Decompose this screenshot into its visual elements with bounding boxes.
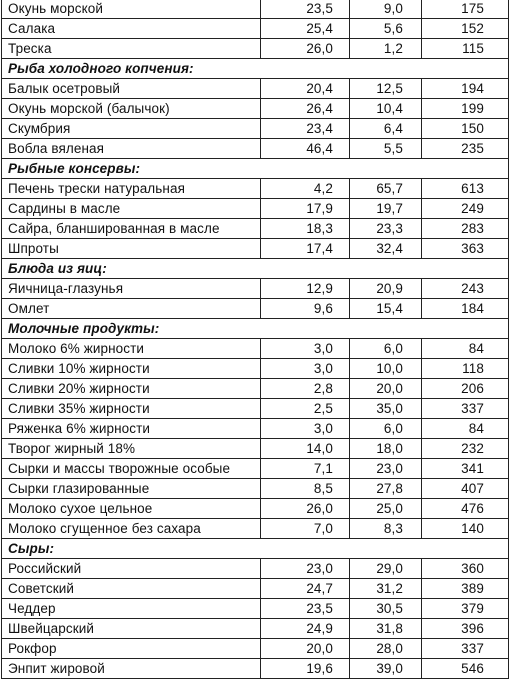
protein-cell: 3,0 xyxy=(261,339,350,359)
calories-cell: 613 xyxy=(422,179,509,199)
calories-cell: 341 xyxy=(422,459,509,479)
calories-cell: 175 xyxy=(422,0,509,19)
table-row xyxy=(2,519,509,539)
table-body xyxy=(2,0,509,679)
fat-cell: 20,0 xyxy=(350,379,422,399)
table-row xyxy=(2,299,509,319)
calories-cell: 396 xyxy=(422,619,509,639)
food-name-cell: Печень трески натуральная xyxy=(2,179,261,199)
fat-cell: 32,4 xyxy=(350,239,422,259)
protein-cell: 7,1 xyxy=(261,459,350,479)
table-row xyxy=(2,499,509,519)
calories-cell: 199 xyxy=(422,99,509,119)
table-row xyxy=(2,0,509,19)
protein-cell: 18,3 xyxy=(261,219,350,239)
food-name-cell: Рокфор xyxy=(2,639,261,659)
food-name-cell: Сливки 35% жирности xyxy=(2,399,261,419)
calories-cell: 337 xyxy=(422,639,509,659)
table-row xyxy=(2,179,509,199)
fat-cell: 9,0 xyxy=(350,0,422,19)
section-title: Рыбные консервы: xyxy=(2,159,509,179)
table-row xyxy=(2,359,509,379)
calories-cell: 337 xyxy=(422,399,509,419)
table-row xyxy=(2,459,509,479)
fat-cell: 8,3 xyxy=(350,519,422,539)
food-name-cell: Омлет xyxy=(2,299,261,319)
food-name-cell: Сайра, бланшированная в масле xyxy=(2,219,261,239)
protein-cell: 23,4 xyxy=(261,119,350,139)
protein-cell: 20,0 xyxy=(261,639,350,659)
protein-cell: 9,6 xyxy=(261,299,350,319)
calories-cell: 194 xyxy=(422,79,509,99)
table-row xyxy=(2,339,509,359)
protein-cell: 7,0 xyxy=(261,519,350,539)
table-row xyxy=(2,379,509,399)
protein-cell: 3,0 xyxy=(261,359,350,379)
food-name-cell: Вобла вяленая xyxy=(2,139,261,159)
calories-cell: 476 xyxy=(422,499,509,519)
fat-cell: 6,0 xyxy=(350,339,422,359)
table-row xyxy=(2,419,509,439)
fat-cell: 1,2 xyxy=(350,39,422,59)
fat-cell: 35,0 xyxy=(350,399,422,419)
food-name-cell: Советский xyxy=(2,579,261,599)
table-row xyxy=(2,239,509,259)
fat-cell: 6,4 xyxy=(350,119,422,139)
table-row xyxy=(2,559,509,579)
section-header-row xyxy=(2,159,509,179)
food-name-cell: Ряженка 6% жирности xyxy=(2,419,261,439)
protein-cell: 12,9 xyxy=(261,279,350,299)
section-header-row xyxy=(2,259,509,279)
protein-cell: 25,4 xyxy=(261,19,350,39)
fat-cell: 19,7 xyxy=(350,199,422,219)
food-name-cell: Балык осетровый xyxy=(2,79,261,99)
calories-cell: 546 xyxy=(422,659,509,679)
calories-cell: 184 xyxy=(422,299,509,319)
table-row xyxy=(2,139,509,159)
food-name-cell: Сардины в масле xyxy=(2,199,261,219)
protein-cell: 2,8 xyxy=(261,379,350,399)
protein-cell: 2,5 xyxy=(261,399,350,419)
protein-cell: 24,9 xyxy=(261,619,350,639)
food-name-cell: Энпит жировой xyxy=(2,659,261,679)
fat-cell: 5,5 xyxy=(350,139,422,159)
food-name-cell: Швейцарский xyxy=(2,619,261,639)
table-row xyxy=(2,579,509,599)
food-name-cell: Молоко сгущенное без сахара xyxy=(2,519,261,539)
protein-cell: 4,2 xyxy=(261,179,350,199)
food-name-cell: Окунь морской xyxy=(2,0,261,19)
calories-cell: 235 xyxy=(422,139,509,159)
calories-cell: 379 xyxy=(422,599,509,619)
calories-cell: 140 xyxy=(422,519,509,539)
fat-cell: 23,0 xyxy=(350,459,422,479)
protein-cell: 23,5 xyxy=(261,599,350,619)
section-title: Молочные продукты: xyxy=(2,319,509,339)
table-row xyxy=(2,19,509,39)
calories-cell: 243 xyxy=(422,279,509,299)
table-row xyxy=(2,119,509,139)
calories-cell: 249 xyxy=(422,199,509,219)
food-name-cell: Чеддер xyxy=(2,599,261,619)
calories-cell: 150 xyxy=(422,119,509,139)
table-row xyxy=(2,639,509,659)
protein-cell: 26,0 xyxy=(261,499,350,519)
fat-cell: 31,2 xyxy=(350,579,422,599)
protein-cell: 20,4 xyxy=(261,79,350,99)
fat-cell: 23,3 xyxy=(350,219,422,239)
fat-cell: 15,4 xyxy=(350,299,422,319)
food-name-cell: Сливки 20% жирности xyxy=(2,379,261,399)
calories-cell: 407 xyxy=(422,479,509,499)
table-row xyxy=(2,439,509,459)
fat-cell: 29,0 xyxy=(350,559,422,579)
section-header-row xyxy=(2,539,509,559)
fat-cell: 6,0 xyxy=(350,419,422,439)
food-name-cell: Сливки 10% жирности xyxy=(2,359,261,379)
food-name-cell: Шпроты xyxy=(2,239,261,259)
table-row xyxy=(2,199,509,219)
fat-cell: 28,0 xyxy=(350,639,422,659)
calories-cell: 389 xyxy=(422,579,509,599)
calories-cell: 283 xyxy=(422,219,509,239)
table-row xyxy=(2,659,509,679)
fat-cell: 12,5 xyxy=(350,79,422,99)
nutrition-table xyxy=(1,0,509,679)
protein-cell: 17,4 xyxy=(261,239,350,259)
protein-cell: 14,0 xyxy=(261,439,350,459)
food-name-cell: Сырки глазированные xyxy=(2,479,261,499)
food-name-cell: Салака xyxy=(2,19,261,39)
fat-cell: 25,0 xyxy=(350,499,422,519)
fat-cell: 10,0 xyxy=(350,359,422,379)
calories-cell: 206 xyxy=(422,379,509,399)
food-name-cell: Молоко сухое цельное xyxy=(2,499,261,519)
section-title: Блюда из яиц: xyxy=(2,259,509,279)
table-row xyxy=(2,79,509,99)
fat-cell: 18,0 xyxy=(350,439,422,459)
section-header-row xyxy=(2,319,509,339)
section-title: Сыры: xyxy=(2,539,509,559)
food-name-cell: Российский xyxy=(2,559,261,579)
table-row xyxy=(2,219,509,239)
table-row xyxy=(2,279,509,299)
table-row xyxy=(2,599,509,619)
table-row xyxy=(2,619,509,639)
protein-cell: 24,7 xyxy=(261,579,350,599)
protein-cell: 23,0 xyxy=(261,559,350,579)
fat-cell: 30,5 xyxy=(350,599,422,619)
protein-cell: 26,0 xyxy=(261,39,350,59)
calories-cell: 115 xyxy=(422,39,509,59)
fat-cell: 65,7 xyxy=(350,179,422,199)
food-name-cell: Окунь морской (балычок) xyxy=(2,99,261,119)
table-row xyxy=(2,39,509,59)
calories-cell: 84 xyxy=(422,419,509,439)
calories-cell: 360 xyxy=(422,559,509,579)
section-title: Рыба холодного копчения: xyxy=(2,59,509,79)
table-row xyxy=(2,479,509,499)
protein-cell: 3,0 xyxy=(261,419,350,439)
calories-cell: 152 xyxy=(422,19,509,39)
food-name-cell: Яичница-глазунья xyxy=(2,279,261,299)
fat-cell: 5,6 xyxy=(350,19,422,39)
food-name-cell: Сырки и массы творожные особые xyxy=(2,459,261,479)
calories-cell: 232 xyxy=(422,439,509,459)
food-name-cell: Творог жирный 18% xyxy=(2,439,261,459)
protein-cell: 17,9 xyxy=(261,199,350,219)
table-row xyxy=(2,99,509,119)
fat-cell: 31,8 xyxy=(350,619,422,639)
table-row xyxy=(2,399,509,419)
food-name-cell: Треска xyxy=(2,39,261,59)
calories-cell: 363 xyxy=(422,239,509,259)
food-name-cell: Скумбрия xyxy=(2,119,261,139)
fat-cell: 20,9 xyxy=(350,279,422,299)
calories-cell: 118 xyxy=(422,359,509,379)
fat-cell: 10,4 xyxy=(350,99,422,119)
protein-cell: 19,6 xyxy=(261,659,350,679)
food-name-cell: Молоко 6% жирности xyxy=(2,339,261,359)
protein-cell: 26,4 xyxy=(261,99,350,119)
fat-cell: 27,8 xyxy=(350,479,422,499)
protein-cell: 46,4 xyxy=(261,139,350,159)
protein-cell: 23,5 xyxy=(261,0,350,19)
protein-cell: 8,5 xyxy=(261,479,350,499)
section-header-row xyxy=(2,59,509,79)
fat-cell: 39,0 xyxy=(350,659,422,679)
calories-cell: 84 xyxy=(422,339,509,359)
